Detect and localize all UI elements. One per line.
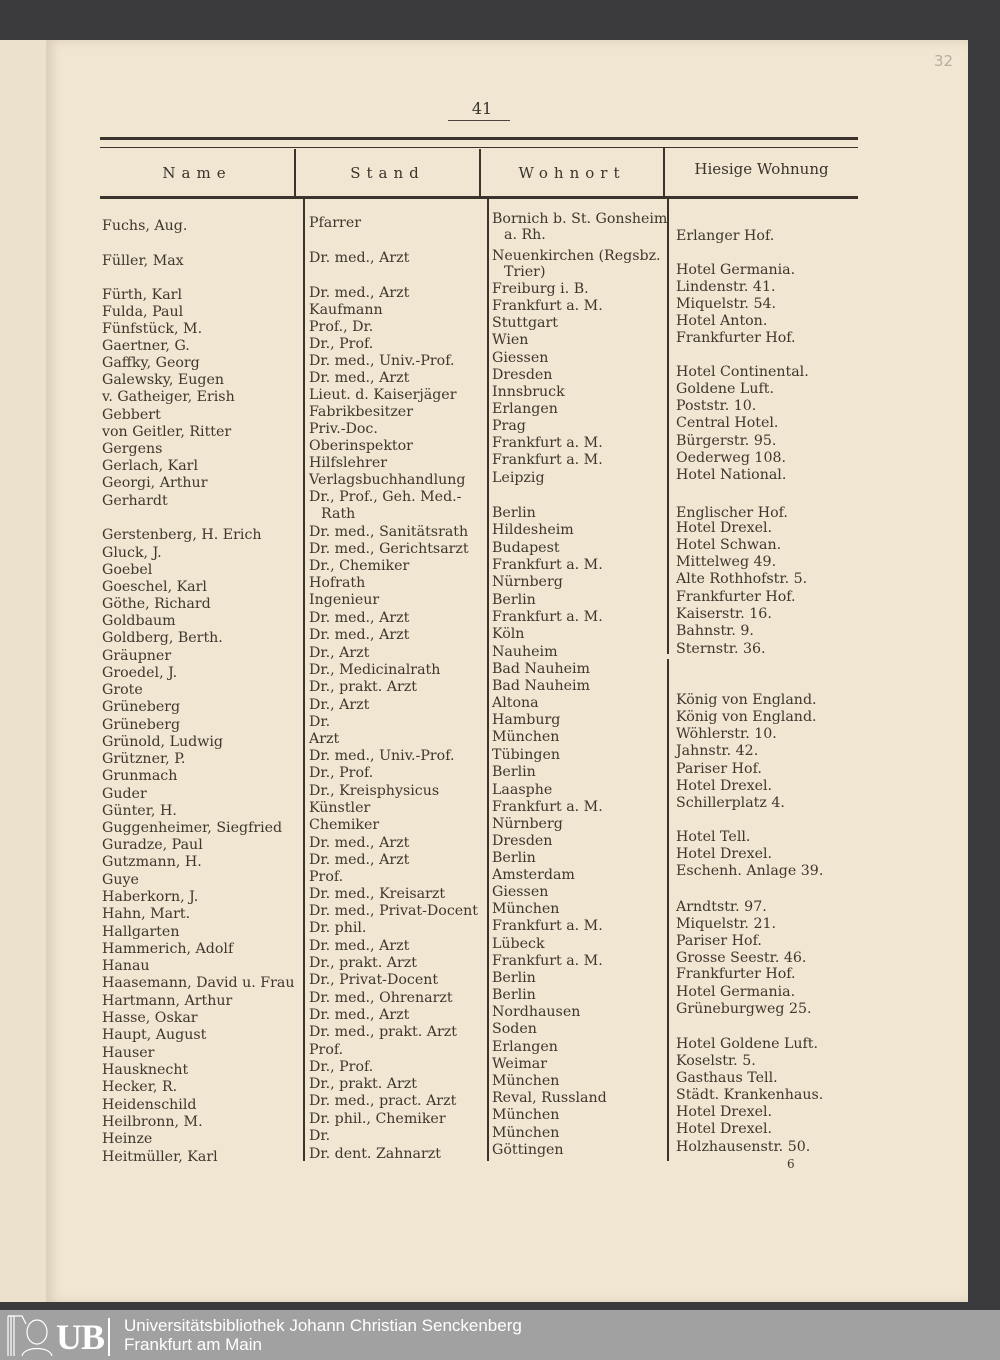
table-cell: Lindenstr. 41. — [676, 279, 776, 295]
table-cell: Guggenheimer, Siegfried — [102, 820, 283, 836]
table-cell: Dr. dent. Zahnarzt — [309, 1146, 441, 1162]
table-cell: Hotel National. — [676, 467, 787, 483]
table-cell: Dr. med., Arzt — [309, 938, 410, 954]
table-cell: Hotel Drexel. — [676, 1104, 773, 1120]
table-cell: Hofrath — [309, 575, 366, 591]
table-cell: Erlangen — [492, 401, 558, 417]
table-cell: Berlin — [492, 970, 536, 986]
table-cell: Gutzmann, H. — [102, 854, 202, 870]
table-cell: Berlin — [492, 592, 536, 608]
table-cell: Guder — [102, 786, 147, 802]
table-cell: König von England. — [676, 692, 817, 708]
table-cell: Fürth, Karl — [102, 287, 182, 303]
column-divider — [487, 199, 489, 1161]
table-cell: Städt. Krankenhaus. — [676, 1087, 824, 1103]
table-cell: Gaffky, Georg — [102, 355, 200, 371]
table-cell: Hotel Germania. — [676, 984, 796, 1000]
table-cell: Gebbert — [102, 407, 161, 423]
table-cell: Dr., Prof. — [309, 765, 374, 781]
table-cell: Budapest — [492, 540, 560, 556]
table-cell: Miquelstr. 54. — [676, 296, 777, 312]
table-cell: Frankfurter Hof. — [676, 966, 796, 982]
table-cell: Göthe, Richard — [102, 596, 211, 612]
table-cell: Soden — [492, 1021, 537, 1037]
library-name: Universitätsbibliothek Johann Christian Senckenberg — [124, 1316, 522, 1335]
table-cell: Dr. med., Privat-Docent — [309, 903, 479, 919]
table-cell: Guradze, Paul — [102, 837, 203, 853]
table-cell: Fabrikbesitzer — [309, 404, 413, 420]
table-cell: Goldbaum — [102, 613, 176, 629]
table-cell: Dr. phil. — [309, 920, 367, 936]
table-cell: Hotel Germania. — [676, 262, 796, 278]
table-cell: Gluck, J. — [102, 545, 162, 561]
table-cell: Hotel Schwan. — [676, 537, 782, 553]
table-cell: Goebel — [102, 562, 153, 578]
table-cell: Dr. — [309, 1128, 331, 1144]
table-cell: Frankfurter Hof. — [676, 330, 796, 346]
table-cell: Dr., Chemiker — [309, 558, 410, 574]
table-cell: Kaufmann — [309, 302, 383, 318]
table-cell: Ingenieur — [309, 592, 380, 608]
table-cell: Dr. med., Ohrenarzt — [309, 990, 453, 1006]
table-cell: Frankfurt a. M. — [492, 918, 603, 934]
table-cell: Gerhardt — [102, 493, 168, 509]
table-cell: Wöhlerstr. 10. — [676, 726, 777, 742]
table-cell: Grüneburgweg 25. — [676, 1001, 812, 1017]
header-wohnort: Wohnort — [518, 164, 626, 182]
column-divider — [303, 199, 305, 1161]
page-number-rule — [448, 120, 510, 121]
table-cell: Grüneberg — [102, 699, 181, 715]
table-cell: Göttingen — [492, 1142, 564, 1158]
table-cell: Prof., Dr. — [309, 319, 374, 335]
table-cell: Koselstr. 5. — [676, 1053, 756, 1069]
table-cell: Dr., prakt. Arzt — [309, 955, 417, 971]
table-cell: Frankfurt a. M. — [492, 609, 603, 625]
table-cell: Dresden — [492, 367, 553, 383]
logo-divider — [108, 1318, 110, 1356]
table-cell: Stuttgart — [492, 315, 558, 331]
table-cell: Pfarrer — [309, 215, 361, 231]
table-cell: Frankfurt a. M. — [492, 435, 603, 451]
table-cell: Dr., Kreisphysicus — [309, 783, 440, 799]
table-cell: Georgi, Arthur — [102, 475, 208, 491]
table-cell: Dr. med., prakt. Arzt — [309, 1024, 457, 1040]
table-cell: Frankfurt a. M. — [492, 298, 603, 314]
table-cell: Hartmann, Arthur — [102, 993, 233, 1009]
table-cell: Frankfurt a. M. — [492, 452, 603, 468]
table-cell: Guye — [102, 872, 139, 888]
table-cell: Oberinspektor — [309, 438, 413, 454]
table-cell: Dr. med., Arzt — [309, 250, 410, 266]
table-cell: von Geitler, Ritter — [102, 424, 232, 440]
table-cell: Erlanger Hof. — [676, 228, 775, 244]
library-city: Frankfurt am Main — [124, 1335, 262, 1354]
table-cell: Nauheim — [492, 644, 558, 660]
archive-mark: 32 — [934, 52, 954, 70]
table-cell: Priv.-Doc. — [309, 421, 378, 437]
table-cell: Holzhausenstr. 50. — [676, 1139, 811, 1155]
table-cell: Hilfslehrer — [309, 455, 388, 471]
table-cell: Fuchs, Aug. — [102, 218, 188, 234]
table-cell: Dr. med., Kreisarzt — [309, 886, 446, 902]
table-cell: Rath — [321, 506, 356, 522]
table-cell: Dr. med., Univ.-Prof. — [309, 353, 455, 369]
table-cell: a. Rh. — [504, 227, 546, 243]
table-cell: Trier) — [504, 264, 546, 280]
table-cell: Galewsky, Eugen — [102, 372, 225, 388]
table-cell: Laasphe — [492, 782, 553, 798]
table-cell: Goeschel, Karl — [102, 579, 207, 595]
table-cell: Dr., Arzt — [309, 645, 370, 661]
table-cell: Dr., Prof. — [309, 1059, 374, 1075]
table-cell: Schillerplatz 4. — [676, 795, 785, 811]
table-cell: Oederweg 108. — [676, 450, 787, 466]
table-cell: Dr. med., Arzt — [309, 627, 410, 643]
table-cell: Dr., prakt. Arzt — [309, 1076, 417, 1092]
table-cell: Grunmach — [102, 768, 178, 784]
table-cell: Jahnstr. 42. — [676, 743, 759, 759]
table-cell: Dr. med., Arzt — [309, 610, 410, 626]
table-cell: München — [492, 729, 560, 745]
table-cell: Hamburg — [492, 712, 561, 728]
table-cell: München — [492, 901, 560, 917]
table-cell: Hausknecht — [102, 1062, 189, 1078]
table-cell: Lübeck — [492, 936, 545, 952]
table-cell: Hildesheim — [492, 522, 574, 538]
header-name: Name — [162, 164, 232, 182]
table-cell: München — [492, 1107, 560, 1123]
table-cell: München — [492, 1125, 560, 1141]
table-cell: Giessen — [492, 350, 549, 366]
table-cell: Grosse Seestr. 46. — [676, 950, 807, 966]
table-cell: Neuenkirchen (Regsbz. — [492, 248, 661, 264]
table-cell: Heilbronn, M. — [102, 1114, 203, 1130]
table-cell: Bad Nauheim — [492, 678, 591, 694]
table-cell: Haupt, August — [102, 1027, 207, 1043]
table-cell: Dr. med., Arzt — [309, 370, 410, 386]
table-cell: Dr. phil., Chemiker — [309, 1111, 446, 1127]
table-cell: Dr., Prof. — [309, 336, 374, 352]
table-cell: Dresden — [492, 833, 553, 849]
table-cell: Giessen — [492, 884, 549, 900]
table-cell: Heidenschild — [102, 1097, 197, 1113]
table-cell: Amsterdam — [492, 867, 575, 883]
table-cell: Eschenh. Anlage 39. — [676, 863, 824, 879]
table-cell: Innsbruck — [492, 384, 565, 400]
table-cell: Gräupner — [102, 648, 172, 664]
table-cell: Künstler — [309, 800, 371, 816]
table-cell: Gergens — [102, 441, 163, 457]
table-cell: Hahn, Mart. — [102, 906, 191, 922]
table-top-rule — [100, 137, 858, 140]
table-cell: Grüneberg — [102, 717, 181, 733]
table-cell: Mittelweg 49. — [676, 554, 777, 570]
table-cell: Nordhausen — [492, 1004, 581, 1020]
table-cell: Dr. med., Gerichtsarzt — [309, 541, 469, 557]
table-cell: Köln — [492, 626, 525, 642]
table-cell: Bahnstr. 9. — [676, 623, 754, 639]
table-cell: Günter, H. — [102, 803, 177, 819]
table-cell: Dr., prakt. Arzt — [309, 679, 417, 695]
table-cell: Verlagsbuchhandlung — [309, 472, 466, 488]
header-wohnung: Hiesige Wohnung — [694, 160, 829, 178]
table-cell: Hotel Tell. — [676, 829, 751, 845]
table-cell: Prag — [492, 418, 526, 434]
table-cell: München — [492, 1073, 560, 1089]
table-cell: König von England. — [676, 709, 817, 725]
table-cell: Gaertner, G. — [102, 338, 190, 354]
table-cell: Berlin — [492, 987, 536, 1003]
table-cell: Grützner, P. — [102, 751, 186, 767]
table-cell: Heitmüller, Karl — [102, 1149, 218, 1165]
table-cell: Haberkorn, J. — [102, 889, 199, 905]
table-cell: Fulda, Paul — [102, 304, 184, 320]
table-cell: Hotel Continental. — [676, 364, 809, 380]
logo-text: UB — [56, 1317, 105, 1357]
table-cell: Grünold, Ludwig — [102, 734, 223, 750]
signature-mark: 6 — [787, 1157, 795, 1171]
table-cell: Gerstenberg, H. Erich — [102, 527, 262, 543]
table-cell: Frankfurt a. M. — [492, 953, 603, 969]
table-cell: Hotel Drexel. — [676, 1121, 773, 1137]
table-cell: Frankfurter Hof. — [676, 589, 796, 605]
table-cell: Leipzig — [492, 470, 545, 486]
table-cell: Dr., Arzt — [309, 697, 370, 713]
table-cell: Grote — [102, 682, 143, 698]
previous-page-edge — [0, 40, 47, 1302]
table-cell: Tübingen — [492, 747, 560, 763]
table-cell: Goldberg, Berth. — [102, 630, 223, 646]
table-cell: Dr. med., Arzt — [309, 835, 410, 851]
table-cell: Reval, Russland — [492, 1090, 607, 1106]
table-cell: v. Gatheiger, Erish — [102, 389, 235, 405]
column-divider — [667, 659, 669, 1161]
table-cell: Alte Rothhofstr. 5. — [676, 571, 808, 587]
table-cell: Haasemann, David u. Frau — [102, 975, 295, 991]
table-cell: Nürnberg — [492, 574, 563, 590]
table-cell: Bornich b. St. Gonsheim — [492, 211, 668, 227]
table-cell: Hammerich, Adolf — [102, 941, 234, 957]
table-cell: Altona — [492, 695, 539, 711]
table-cell: Miquelstr. 21. — [676, 916, 777, 932]
table-cell: Pariser Hof. — [676, 761, 762, 777]
table-cell: Central Hotel. — [676, 415, 779, 431]
table-cell: Dr., Prof., Geh. Med.- — [309, 489, 462, 505]
table-cell: Berlin — [492, 505, 536, 521]
table-cell: Dr. med., Univ.-Prof. — [309, 748, 455, 764]
table-cell: Englischer Hof. — [676, 505, 788, 521]
table-cell: Weimar — [492, 1056, 548, 1072]
table-cell: Chemiker — [309, 817, 380, 833]
table-cell: Dr. med., Arzt — [309, 285, 410, 301]
table-cell: Freiburg i. B. — [492, 281, 589, 297]
table-cell: Hotel Drexel. — [676, 846, 773, 862]
table-top-rule-thin — [100, 147, 858, 148]
page-number: 41 — [471, 99, 493, 118]
table-cell: Dr. med., Arzt — [309, 852, 410, 868]
table-cell: Hotel Drexel. — [676, 778, 773, 794]
table-cell: Goldene Luft. — [676, 381, 774, 397]
table-cell: Sternstr. 36. — [676, 641, 766, 657]
table-cell: Gasthaus Tell. — [676, 1070, 778, 1086]
table-cell: Hotel Goldene Luft. — [676, 1036, 819, 1052]
table-cell: Hasse, Oskar — [102, 1010, 198, 1026]
table-cell: Hauser — [102, 1045, 155, 1061]
header-stand: Stand — [350, 164, 425, 182]
table-cell: Hotel Drexel. — [676, 520, 773, 536]
table-cell: Prof. — [309, 1042, 344, 1058]
table-cell: Füller, Max — [102, 253, 184, 269]
table-cell: Dr. med., pract. Arzt — [309, 1093, 457, 1109]
table-cell: Arndtstr. 97. — [676, 899, 767, 915]
table-cell: Arzt — [309, 731, 340, 747]
table-cell: Bürgerstr. 95. — [676, 433, 777, 449]
table-cell: Erlangen — [492, 1039, 558, 1055]
table-cell: Hanau — [102, 958, 150, 974]
table-cell: Dr. med., Arzt — [309, 1007, 410, 1023]
table-cell: Fünfstück, M. — [102, 321, 203, 337]
table-cell: Poststr. 10. — [676, 398, 757, 414]
table-cell: Prof. — [309, 869, 344, 885]
table-cell: Hecker, R. — [102, 1079, 178, 1095]
table-cell: Frankfurt a. M. — [492, 557, 603, 573]
table-cell: Hotel Anton. — [676, 313, 768, 329]
table-cell: Dr. med., Sanitätsrath — [309, 524, 469, 540]
table-cell: Bad Nauheim — [492, 661, 591, 677]
table-cell: Pariser Hof. — [676, 933, 762, 949]
table-cell: Dr. — [309, 714, 331, 730]
table-cell: Heinze — [102, 1131, 153, 1147]
table-cell: Berlin — [492, 850, 536, 866]
table-cell: Hallgarten — [102, 924, 180, 940]
table-cell: Lieut. d. Kaiserjäger — [309, 387, 457, 403]
table-cell: Kaiserstr. 16. — [676, 606, 772, 622]
table-cell: Gerlach, Karl — [102, 458, 198, 474]
table-cell: Dr., Privat-Docent — [309, 972, 439, 988]
column-divider — [667, 199, 669, 654]
table-cell: Wien — [492, 332, 529, 348]
table-cell: Dr., Medicinalrath — [309, 662, 441, 678]
table-cell: Groedel, J. — [102, 665, 178, 681]
table-cell: Berlin — [492, 764, 536, 780]
table-cell: Frankfurt a. M. — [492, 799, 603, 815]
table-cell: Nürnberg — [492, 816, 563, 832]
